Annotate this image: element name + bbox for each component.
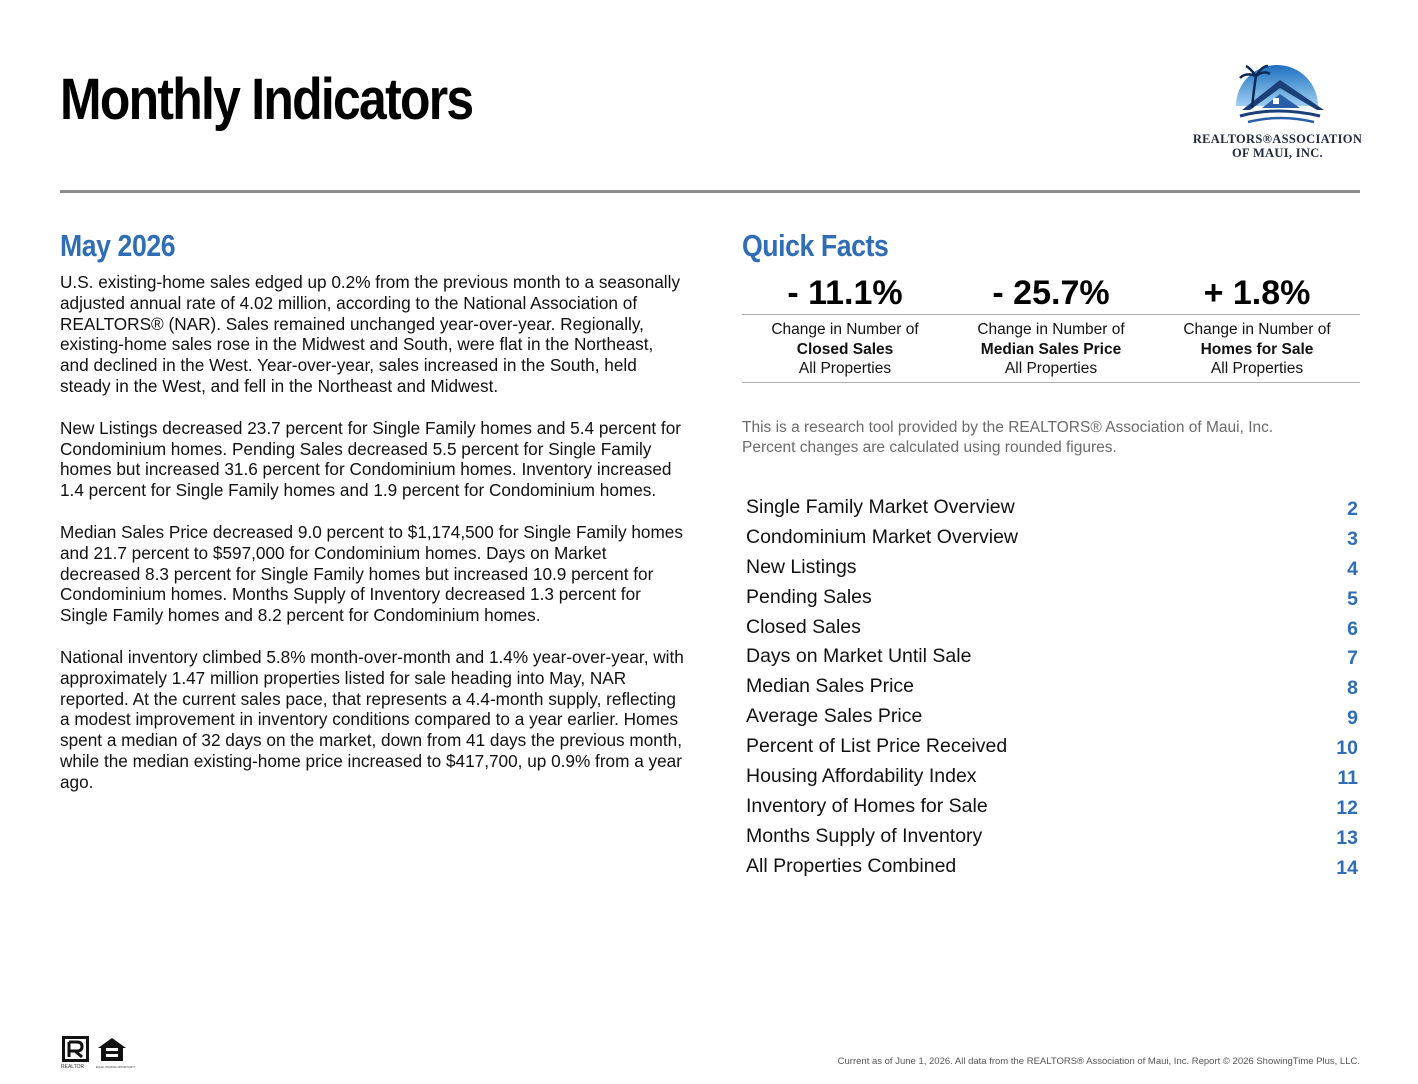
toc-label: Percent of List Price Received	[746, 735, 1008, 758]
toc-label: Inventory of Homes for Sale	[746, 794, 988, 817]
toc-item[interactable]	[746, 852, 1358, 882]
page-title: Monthly Indicators	[60, 67, 473, 132]
month-heading: May 2026	[60, 228, 176, 263]
fact-caption-line: Change in Number of	[977, 321, 1125, 338]
toc-label: Single Family Market Overview	[746, 496, 1015, 518]
toc-page-number: 2	[1347, 498, 1358, 520]
fact-metric-name: Closed Sales	[796, 340, 894, 358]
toc-item[interactable]	[746, 642, 1358, 672]
toc-item[interactable]	[746, 672, 1358, 702]
toc-page-number: 8	[1347, 677, 1358, 700]
footer-logos	[60, 1035, 140, 1069]
toc-label: Median Sales Price	[746, 675, 914, 698]
logo-text-line1: REALTORS®ASSOCIATION	[1192, 132, 1363, 146]
fact-value: - 11.1%	[787, 274, 903, 312]
fact-caption-line: Change in Number of	[1183, 321, 1331, 338]
footer-note: Current as of June 1, 2026. All data from the REALTORS® Association of Maui, Inc. Report © 2026 ShowingTime Plus, LLC.	[837, 1056, 1360, 1067]
toc-item[interactable]	[746, 613, 1358, 643]
toc-label: Average Sales Price	[746, 705, 923, 728]
toc-item[interactable]	[746, 762, 1358, 792]
toc-page-number: 12	[1336, 796, 1358, 819]
toc-page-number: 6	[1347, 617, 1358, 640]
toc-page-number: 14	[1336, 856, 1358, 879]
research-disclaimer	[742, 418, 1362, 457]
fact-caption-line: All Properties	[1004, 360, 1098, 377]
toc-item[interactable]	[746, 493, 1358, 523]
toc-item[interactable]	[746, 732, 1358, 762]
fact-caption-line: All Properties	[798, 360, 892, 377]
toc-label: Months Supply of Inventory	[746, 824, 983, 847]
toc-label: All Properties Combined	[746, 854, 957, 877]
fact-value: + 1.8%	[1203, 274, 1311, 312]
fact-caption	[742, 320, 948, 379]
equal-housing-logo-text: EQUAL HOUSING OPPORTUNITY	[96, 1066, 136, 1069]
fact-metric-name: Homes for Sale	[1200, 340, 1314, 358]
logo-text-line2: OF MAUI, INC.	[1232, 146, 1323, 160]
toc-label: Closed Sales	[746, 615, 861, 638]
summary-paragraph: U.S. existing-home sales edged up 0.2% from the previous month to a seasonally adjusted annual rate of 4.02 million, according to the National Association of REALTORS® (NAR). Sales remained unchanged year-over-year. Regionally, existing-home sales rose in the Midwest and South, were flat in the Northeast, and declined in the West. Year-over-year, sales increased in the South, held steady in the West, and fell in the Northeast and Midwest.	[60, 272, 681, 396]
toc-item[interactable]	[746, 553, 1358, 583]
realtor-equal-housing-logos-icon	[60, 1035, 140, 1069]
facts-divider	[742, 382, 1360, 383]
toc-label: New Listings	[746, 555, 857, 578]
house-palm-logo-icon	[1222, 58, 1332, 130]
toc-item[interactable]	[746, 583, 1358, 613]
header-divider	[60, 190, 1360, 193]
fact-metric-name: Median Sales Price	[980, 340, 1122, 358]
quick-fact-closed-sales	[742, 272, 948, 379]
toc-label: Condominium Market Overview	[746, 525, 1019, 548]
fact-value: - 25.7%	[992, 274, 1110, 312]
toc-page-number: 5	[1347, 587, 1358, 610]
quick-fact-median-sales-price	[948, 272, 1154, 379]
quick-fact-homes-for-sale	[1154, 272, 1360, 379]
fact-caption	[948, 320, 1154, 379]
table-of-contents	[746, 493, 1358, 882]
toc-page-number: 10	[1336, 737, 1358, 760]
fact-caption	[1154, 320, 1360, 379]
quick-facts-heading: Quick Facts	[742, 228, 889, 263]
toc-item[interactable]	[746, 792, 1358, 822]
disclaimer-line: This is a research tool provided by the REALTORS® Association of Maui, Inc.	[742, 419, 1274, 436]
disclaimer-line: Percent changes are calculated using rounded figures.	[742, 438, 1117, 456]
toc-page-number: 9	[1347, 707, 1358, 730]
toc-label: Pending Sales	[746, 585, 872, 608]
summary-paragraph: National inventory climbed 5.8% month-over-month and 1.4% year-over-year, with approximately 1.47 million properties listed for sale heading into May, NAR reported. At the current sales pace, that represents a 4.4-month supply, reflecting a modest improvement in inventory conditions compared to a year earlier. Homes spent a median of 32 days on the market, down from 41 days the previous month, while the median existing-home price increased to $417,700, up 0.9% from a year ago.	[60, 646, 684, 792]
toc-label: Days on Market Until Sale	[746, 645, 972, 668]
market-summary	[60, 272, 685, 814]
toc-page-number: 4	[1347, 557, 1358, 580]
summary-paragraph: Median Sales Price decreased 9.0 percent to $1,174,500 for Single Family homes and 21.7 percent to $597,000 for Condominium homes. Days on Market decreased 8.3 percent for Single Family homes but increased 10.9 percent for Condominium homes. Months Supply of Inventory decreased 1.3 percent for Single Family homes and 8.2 percent for Condominium homes.	[60, 521, 683, 626]
toc-page-number: 3	[1347, 527, 1358, 550]
toc-item[interactable]	[746, 822, 1358, 852]
toc-label: Housing Affordability Index	[746, 765, 977, 788]
toc-page-number: 13	[1336, 826, 1358, 849]
fact-caption-line: Change in Number of	[771, 321, 919, 338]
fact-caption-line: All Properties	[1210, 360, 1304, 377]
toc-item[interactable]	[746, 523, 1358, 553]
toc-item[interactable]	[746, 702, 1358, 732]
association-logo	[1190, 58, 1365, 168]
realtor-logo-text: REALTOR	[61, 1064, 85, 1069]
toc-page-number: 11	[1337, 767, 1358, 790]
summary-paragraph: New Listings decreased 23.7 percent for Single Family homes and 5.4 percent for Condominium homes. Pending Sales decreased 5.5 percent for Single Family homes but increased 31.6 percent for Condominium homes. Inventory increased 1.4 percent for Single Family homes and 1.9 percent for Condominium homes.	[60, 417, 681, 501]
toc-page-number: 7	[1347, 647, 1358, 670]
